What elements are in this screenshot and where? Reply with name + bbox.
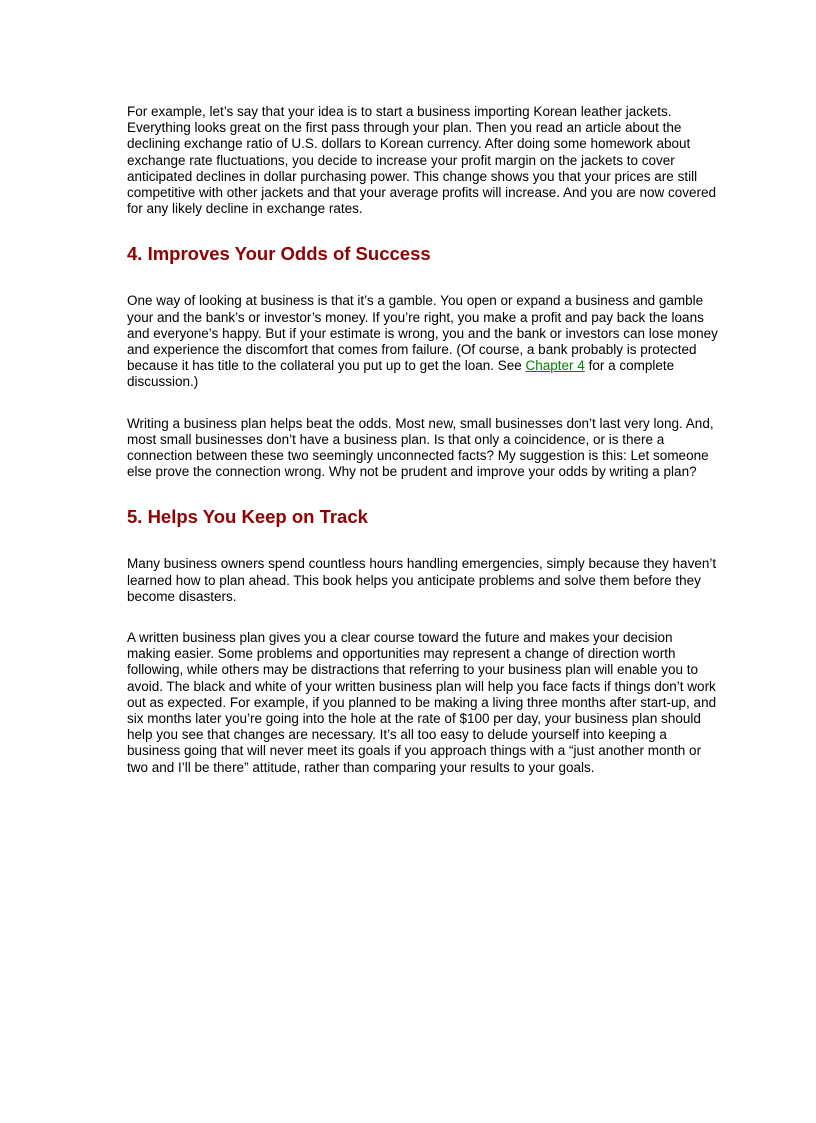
chapter-4-link[interactable]: Chapter 4 <box>525 358 585 374</box>
section-4-paragraph-1 <box>127 293 719 390</box>
section-4-heading: 4. Improves Your Odds of Success <box>127 243 431 265</box>
document-page <box>127 104 719 776</box>
section-4-paragraph-2: Writing a business plan helps beat the odds. Most new, small businesses don’t last very long. And, most small businesses don’t have a business plan. Is that only a coincidence, or is there a connection between these two seemingly unconnected facts? My suggestion is this: Let someone else prove the connection wrong. Why not be prudent and improve your odds by writing a plan? <box>127 415 714 480</box>
section-4-paragraph-1-tail: for a complete discussion.) <box>127 358 675 390</box>
intro-paragraph: For example, let’s say that your idea is to start a business importing Korean leather jackets. Everything looks great on the first pass through your plan. Then you read an article about the declining exchange ratio of U.S. dollars to Korean currency. After doing some homework about exchange rate fluctuations, you decide to increase your profit margin on the jackets to cover anticipated declines in dollar purchasing power. This change shows you that your prices are still competitive with other jackets and that your average profits will increase. And you are now covered for any likely decline in exchange rates. <box>127 104 717 217</box>
section-4-paragraph-1-text: One way of looking at business is that it’s a gamble. You open or expand a business and gamble your and the bank’s or investor’s money. If you’re right, you make a profit and pay back the loans and everyone’s happy. But if your estimate is wrong, you and the bank or investors can lose money and experience the discomfort that comes from failure. (Of course, a bank probably is protected because it has title to the collateral you put up to get the loan. See <box>127 293 718 374</box>
section-5-paragraph-1: Many business owners spend countless hours handling emergencies, simply because they haven’t learned how to plan ahead. This book helps you anticipate problems and solve them before they become disasters. <box>127 556 717 604</box>
section-5-heading: 5. Helps You Keep on Track <box>127 506 368 528</box>
section-5-paragraph-2: A written business plan gives you a clear course toward the future and makes your decision making easier. Some problems and opportunities may represent a change of direction worth following, while others may be distractions that referring to your business plan will enable you to avoid. The black and white of your written business plan will help you face facts if things don’t work out as expected. For example, if you planned to be making a living three months after start-up, and six months later you’re going into the hole at the rate of $100 per day, your business plan should help you see that changes are necessary. It’s all too easy to delude yourself into keeping a business going that will never meet its goals if you approach things with a “just another month or two and I’ll be there” attitude, rather than comparing your results to your goals. <box>127 630 717 775</box>
